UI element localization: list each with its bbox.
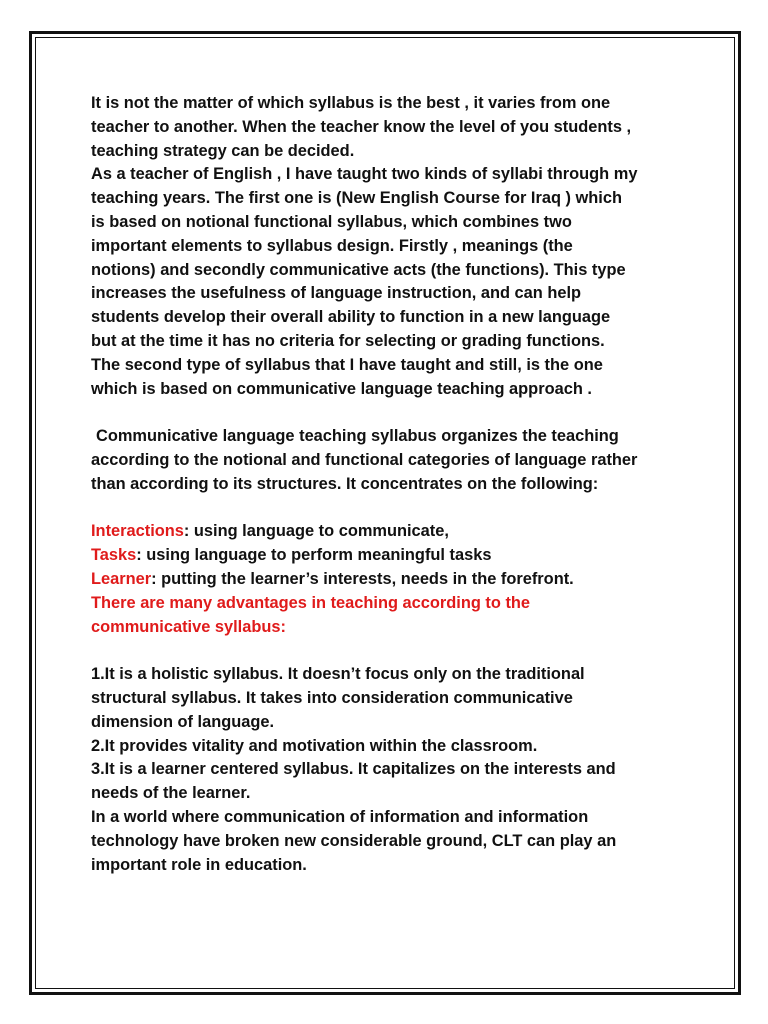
advantages-heading [91,592,691,640]
focus-item-tasks [91,544,691,568]
text-line: important role in education. [91,855,307,874]
text-line: students develop their overall ability to function in a new language [91,308,611,327]
text-line: Communicative language teaching syllabus organizes the teaching [96,427,619,446]
text-line: needs of the learner. [91,784,251,803]
text-line: than according to its structures. It concentrates on the following: [91,474,599,493]
text-line: teacher to another. When the teacher know the level of you students , [91,117,632,136]
focus-item-interactions [91,520,691,544]
text-line: structural syllabus. It takes into consideration communicative [91,688,573,707]
text-line: 3.It is a learner centered syllabus. It capitalizes on the interests and [91,760,616,779]
text-line: according to the notional and functional categories of language rather [91,450,638,469]
text-line: dimension of language. [91,712,275,731]
text-line: notions) and secondly communicative acts (the functions). This type [91,260,626,279]
document-body [91,92,691,877]
text-line: teaching years. The first one is (New English Course for Iraq ) which [91,189,622,208]
text-line: 1.It is a holistic syllabus. It doesn’t focus only on the traditional [91,665,585,684]
focus-term: Tasks [91,546,137,565]
focus-term: Learner [91,569,152,588]
text-line: In a world where communication of information and information [91,807,589,826]
focus-desc: : using language to perform meaningful tasks [136,546,492,565]
focus-desc: : using language to communicate, [183,522,449,541]
paragraph-spacer [91,639,691,663]
text-line: It is not the matter of which syllabus is the best , it varies from one [91,94,611,112]
focus-term: Interactions [91,522,184,541]
text-line: communicative syllabus: [91,617,286,636]
paragraph-spacer [91,497,691,521]
focus-desc: : putting the learner’s interests, needs in the forefront. [151,569,574,588]
text-line: which is based on communicative language teaching approach . [91,379,592,398]
text-line: technology have broken new considerable ground, CLT can play an [91,831,617,850]
advantages-list [91,663,691,877]
paragraph-spacer [91,401,691,425]
text-line: There are many advantages in teaching according to the [91,593,531,612]
text-line: teaching strategy can be decided. [91,141,355,160]
text-line: As a teacher of English , I have taught two kinds of syllabi through my [91,165,638,184]
text-line: increases the usefulness of language instruction, and can help [91,284,582,303]
text-line: The second type of syllabus that I have taught and still, is the one [91,355,603,374]
focus-item-learner [91,568,691,592]
text-line: but at the time it has no criteria for selecting or grading functions. [91,331,605,350]
intro-paragraph [91,92,691,401]
text-line: is based on notional functional syllabus, which combines two [91,212,572,231]
text-line: 2.It provides vitality and motivation within the classroom. [91,736,538,755]
clt-paragraph [91,425,691,496]
focus-list [91,520,691,591]
text-line: important elements to syllabus design. Firstly , meanings (the [91,236,573,255]
